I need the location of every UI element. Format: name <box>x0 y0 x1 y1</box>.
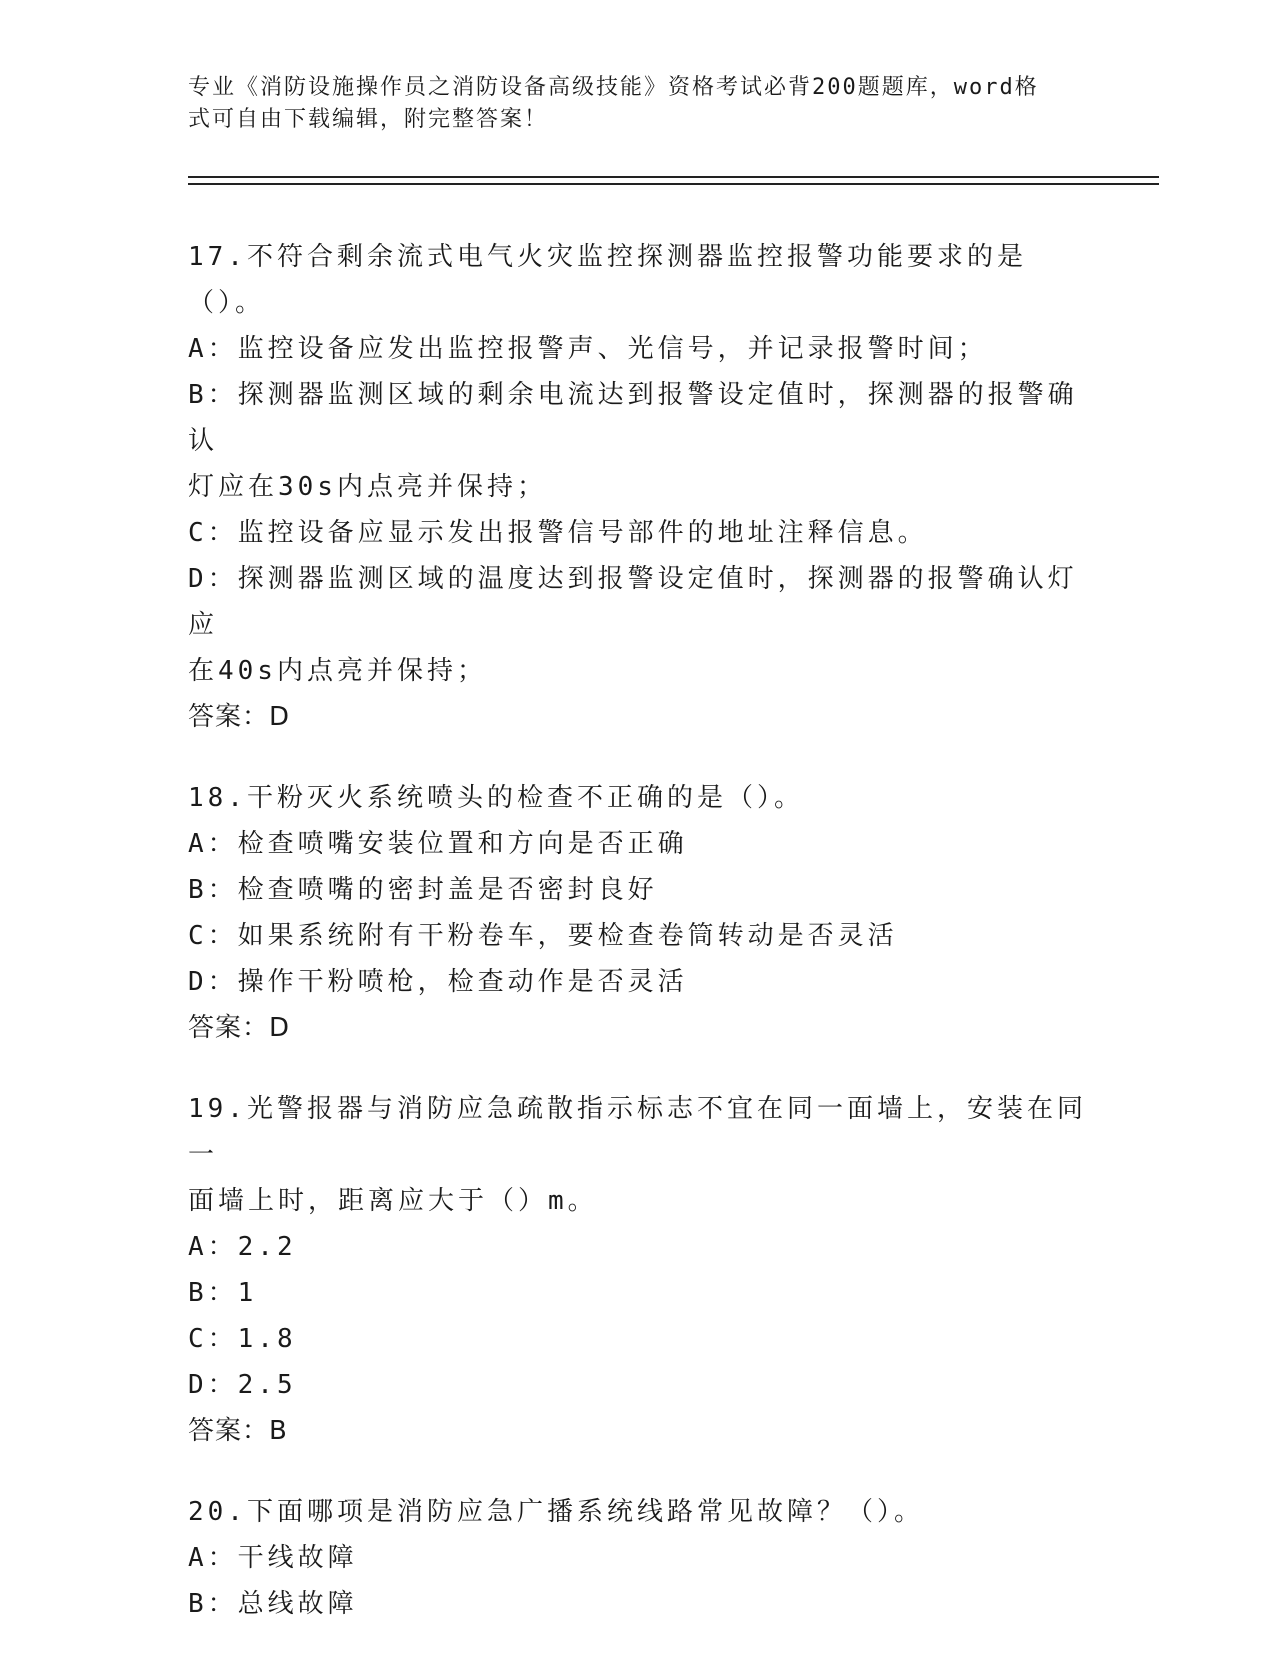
option-a: A：干线故障 <box>188 1543 358 1573</box>
header-divider-top <box>188 176 1159 178</box>
question-stem: 19.光警报器与消防应急疏散指示标志不宜在同一面墙上，安装在同一 <box>188 1094 1087 1170</box>
question-18 <box>188 775 1088 1051</box>
header-line-2: 式可自由下载编辑，附完整答案！ <box>188 107 549 132</box>
option-b: B：检查喷嘴的密封盖是否密封良好 <box>188 875 658 905</box>
option-c: C：如果系统附有干粉卷车，要检查卷筒转动是否灵活 <box>188 921 898 951</box>
question-19 <box>188 1086 1088 1454</box>
option-d: D：操作干粉喷枪，检查动作是否灵活 <box>188 967 688 997</box>
question-stem: 17.不符合剩余流式电气火灾监控探测器监控报警功能要求的是（）。 <box>188 242 1027 318</box>
header-divider-bottom <box>188 183 1159 185</box>
question-stem: 20.下面哪项是消防应急广播系统线路常见故障？（）。 <box>188 1497 924 1527</box>
question-17 <box>188 234 1088 740</box>
question-list <box>188 234 1088 1662</box>
option-a: A：2.2 <box>188 1232 297 1262</box>
option-b: B：探测器监测区域的剩余电流达到报警设定值时，探测器的报警确认 <box>188 380 1078 456</box>
option-b: B：1 <box>188 1278 258 1308</box>
header-line-1: 专业《消防设施操作员之消防设备高级技能》资格考试必背200题题库，word格 <box>188 75 1039 100</box>
answer: 答案：B <box>188 1416 288 1446</box>
question-stem: 18.干粉灭火系统喷头的检查不正确的是（）。 <box>188 783 804 813</box>
answer: 答案：D <box>188 702 291 732</box>
option-c: C：监控设备应显示发出报警信号部件的地址注释信息。 <box>188 518 928 548</box>
option-c: C：1.8 <box>188 1324 297 1354</box>
option-a: A：检查喷嘴安装位置和方向是否正确 <box>188 829 688 859</box>
document-header <box>188 72 1088 136</box>
question-20 <box>188 1489 1088 1627</box>
option-d-continued: 在40s内点亮并保持； <box>188 656 487 686</box>
option-d: D：2.5 <box>188 1370 297 1400</box>
option-b-continued: 灯应在30s内点亮并保持； <box>188 472 547 502</box>
answer: 答案：D <box>188 1013 291 1043</box>
option-b: B：总线故障 <box>188 1589 358 1619</box>
option-a: A：监控设备应发出监控报警声、光信号，并记录报警时间； <box>188 334 988 364</box>
option-d: D：探测器监测区域的温度达到报警设定值时，探测器的报警确认灯应 <box>188 564 1078 640</box>
question-stem-continued: 面墙上时，距离应大于（）m。 <box>188 1186 598 1216</box>
